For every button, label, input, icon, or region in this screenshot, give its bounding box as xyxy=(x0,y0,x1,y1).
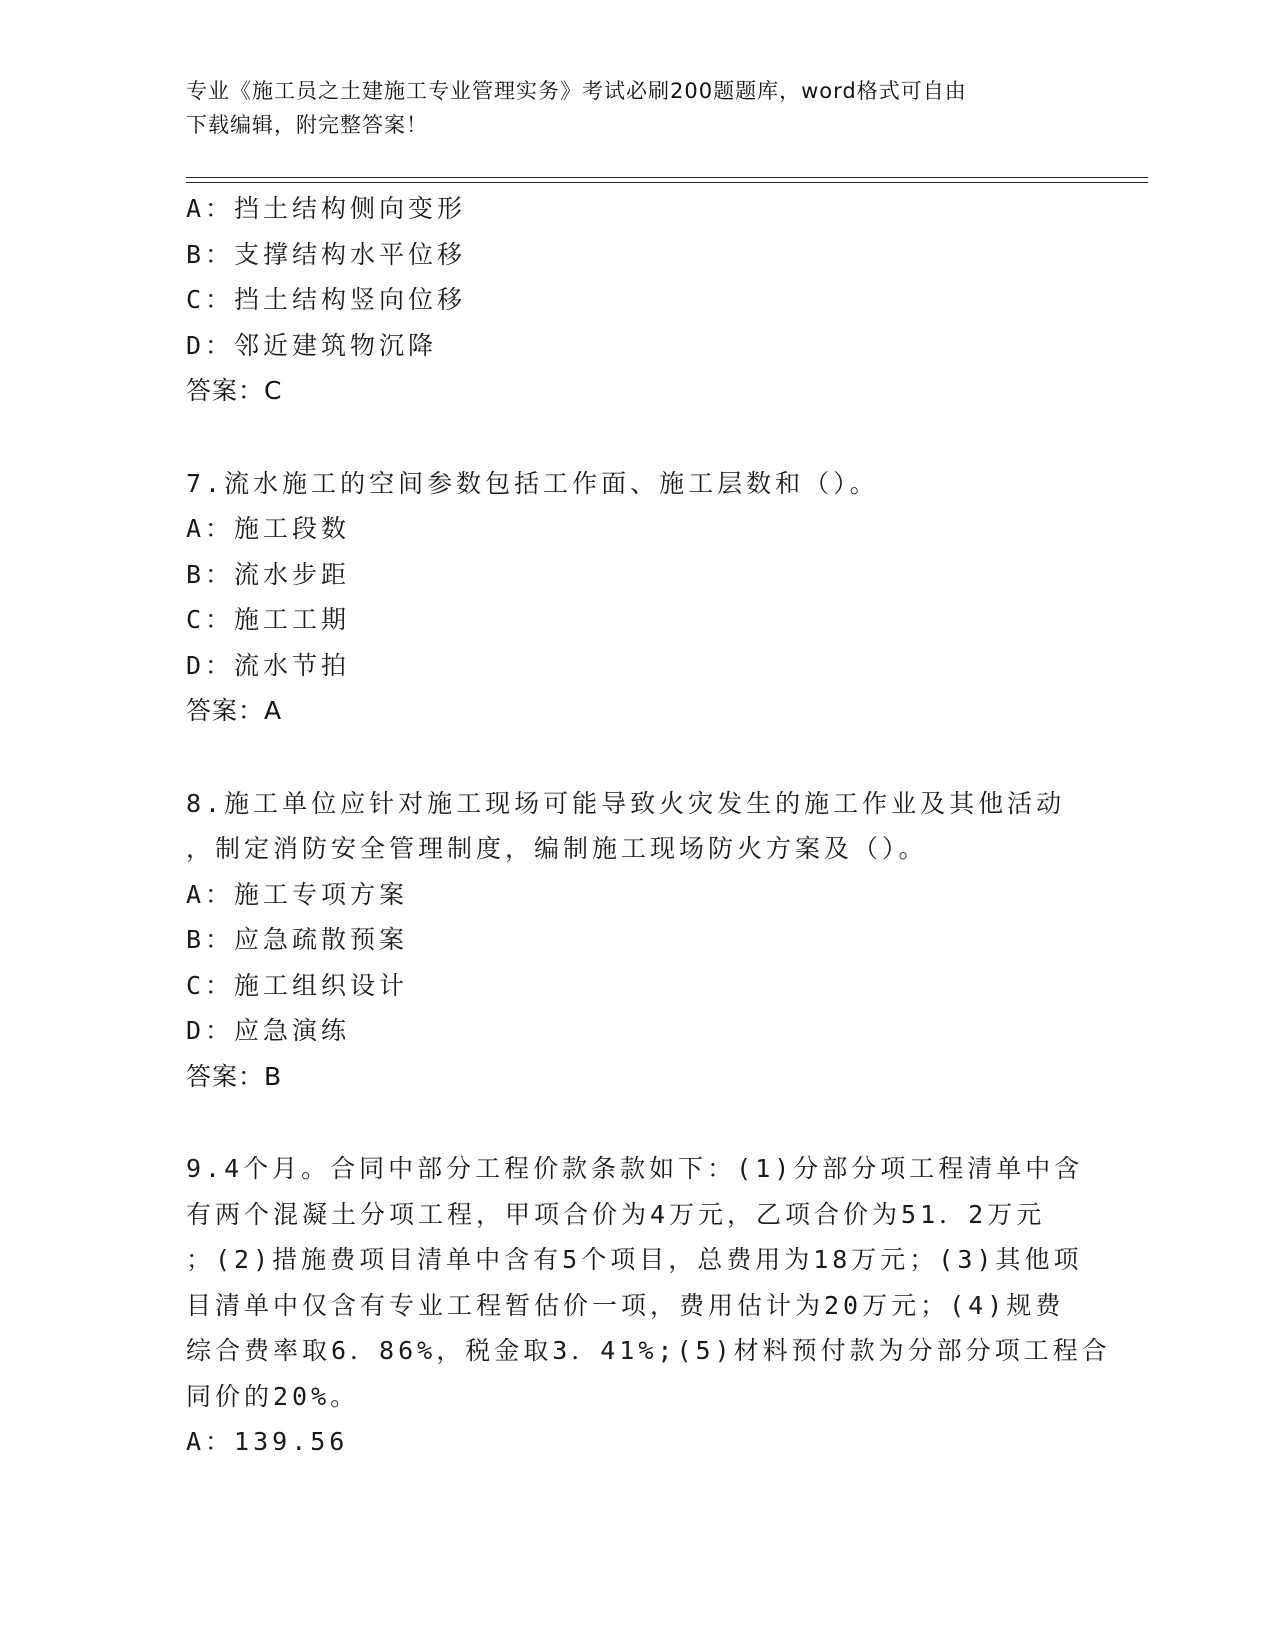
option-a: A：139.56 xyxy=(186,1427,349,1456)
question-stem-line-2: ，制定消防安全管理制度，编制施工现场防火方案及（）。 xyxy=(186,834,928,863)
option-b: B：流水步距 xyxy=(186,559,351,589)
question-stem-line-4: 目清单中仅含有专业工程暂估价一项，费用估计为20万元；(4)规费 xyxy=(186,1290,1065,1320)
option-a: A：施工段数 xyxy=(186,514,351,543)
question-9 xyxy=(186,1146,1111,1465)
spacer xyxy=(186,1099,1086,1146)
answer: 答案：C xyxy=(186,376,283,405)
option-c: C：施工组织设计 xyxy=(186,970,409,1000)
question-6 xyxy=(186,186,1086,414)
spacer xyxy=(186,734,1086,781)
question-stem-line-1: 9.4个月。合同中部分工程价款条款如下：(1)分部分项工程清单中含 xyxy=(186,1154,1084,1183)
question-stem-line-1: 8.施工单位应针对施工现场可能导致火灾发生的施工作业及其他活动 xyxy=(186,788,1066,818)
option-d: D：流水节拍 xyxy=(186,650,351,680)
option-a: A：施工专项方案 xyxy=(186,879,409,909)
question-stem-line-2: 有两个混凝土分项工程，甲项合价为4万元，乙项合价为51．2万元 xyxy=(186,1199,1046,1229)
header-line-1: 专业《施工员之土建施工专业管理实务》考试必刷200题题库，word格式可自由 xyxy=(186,79,967,103)
document-header xyxy=(186,74,1086,142)
question-8 xyxy=(186,781,1086,1100)
header-line-2: 下载编辑，附完整答案！ xyxy=(186,113,428,137)
option-c: C：挡土结构竖向位移 xyxy=(186,285,467,314)
question-7 xyxy=(186,461,1086,734)
option-c: C：施工工期 xyxy=(186,605,351,634)
question-stem-line-5: 综合费率取6．86%，税金取3．41%;(5)材料预付款为分部分项工程合 xyxy=(186,1336,1111,1365)
answer: 答案：B xyxy=(186,1061,283,1091)
option-d: D：应急演练 xyxy=(186,1016,351,1045)
option-d: D：邻近建筑物沉降 xyxy=(186,330,438,360)
document-body xyxy=(186,186,1111,1465)
question-stem-line-3: ；(2)措施费项目清单中含有5个项目，总费用为18万元；(3)其他项 xyxy=(186,1245,1083,1274)
option-b: B：支撑结构水平位移 xyxy=(186,239,467,269)
question-stem: 7.流水施工的空间参数包括工作面、施工层数和（）。 xyxy=(186,468,879,498)
answer: 答案：A xyxy=(186,696,283,725)
option-a: A：挡土结构侧向变形 xyxy=(186,194,467,223)
header-divider-bottom xyxy=(186,182,1148,183)
spacer xyxy=(186,414,1086,461)
option-b: B：应急疏散预案 xyxy=(186,925,409,954)
question-stem-line-6: 同价的20%。 xyxy=(186,1381,360,1411)
header-divider-top xyxy=(186,177,1148,178)
